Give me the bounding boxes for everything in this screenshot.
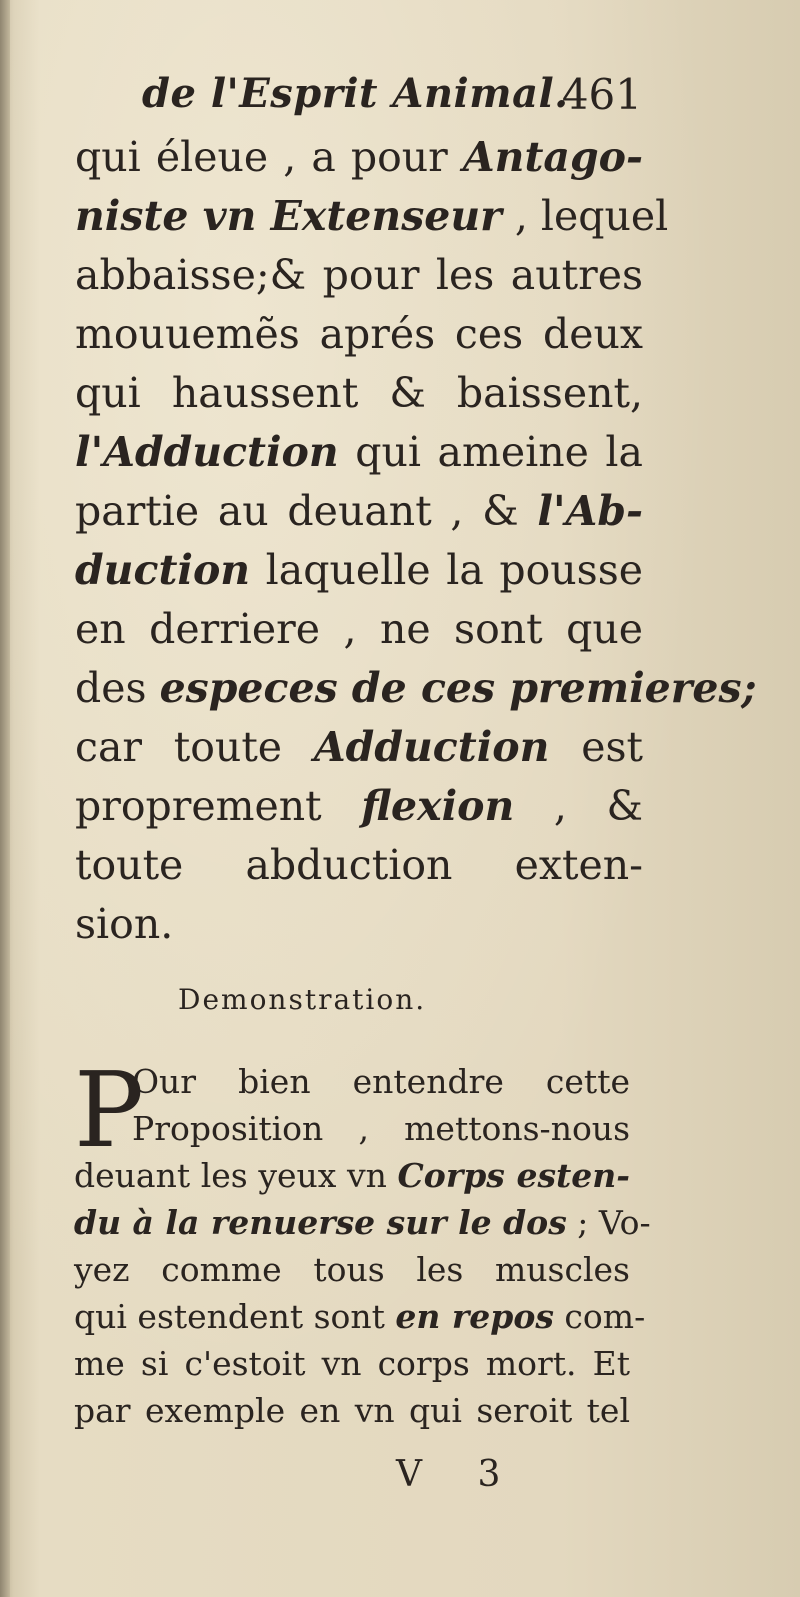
- text-line: du à la renuerse sur le dos ; Vo-: [74, 1203, 651, 1242]
- text-line: niste vn Extenseur , lequel: [75, 192, 669, 240]
- text-line: qui estendent sont en repos com-: [74, 1297, 646, 1336]
- signature-mark: V 3: [396, 1454, 523, 1495]
- paragraph-proposition: [75, 128, 757, 954]
- text-line: Our bien entendre cette: [132, 1062, 630, 1101]
- text-line: en derriere , ne sont que: [75, 605, 643, 653]
- text-line: me si c'estoit vn corps mort. Et: [74, 1344, 630, 1383]
- section-heading: Demonstration.: [178, 983, 427, 1016]
- page-gutter: [0, 0, 10, 1597]
- text-line: car toute Adduction est: [75, 723, 643, 771]
- text-line: l'Adduction qui ameine la: [75, 428, 643, 476]
- drop-cap: P: [74, 1049, 144, 1171]
- page-header: [142, 70, 642, 132]
- text-line: qui éleue , a pour Antago-: [75, 133, 643, 181]
- text-line: mouuemẽs aprés ces deux: [75, 310, 643, 358]
- text-line: toute abduction exten-: [75, 841, 643, 889]
- text-line: par exemple en vn qui seroit tel: [74, 1391, 630, 1430]
- text-line: duction laquelle la pousse: [75, 546, 643, 594]
- text-line: sion.: [75, 900, 174, 948]
- text-line: qui haussent & baissent,: [75, 369, 643, 417]
- text-line: Proposition , mettons-nous: [132, 1109, 630, 1148]
- paragraph-demonstration: [74, 1049, 651, 1434]
- text-line: deuant les yeux vn Corps esten-: [74, 1156, 630, 1195]
- text-line: des especes de ces premieres;: [75, 664, 757, 712]
- text-line: partie au deuant , & l'Ab-: [75, 487, 643, 535]
- text-line: abbaisse;& pour les autres: [75, 251, 643, 299]
- text-line: proprement flexion , &: [75, 782, 644, 830]
- running-title: de l'Esprit Animal.: [142, 70, 569, 117]
- page-number: 461: [561, 70, 642, 119]
- text-line: yez comme tous les muscles: [74, 1250, 630, 1289]
